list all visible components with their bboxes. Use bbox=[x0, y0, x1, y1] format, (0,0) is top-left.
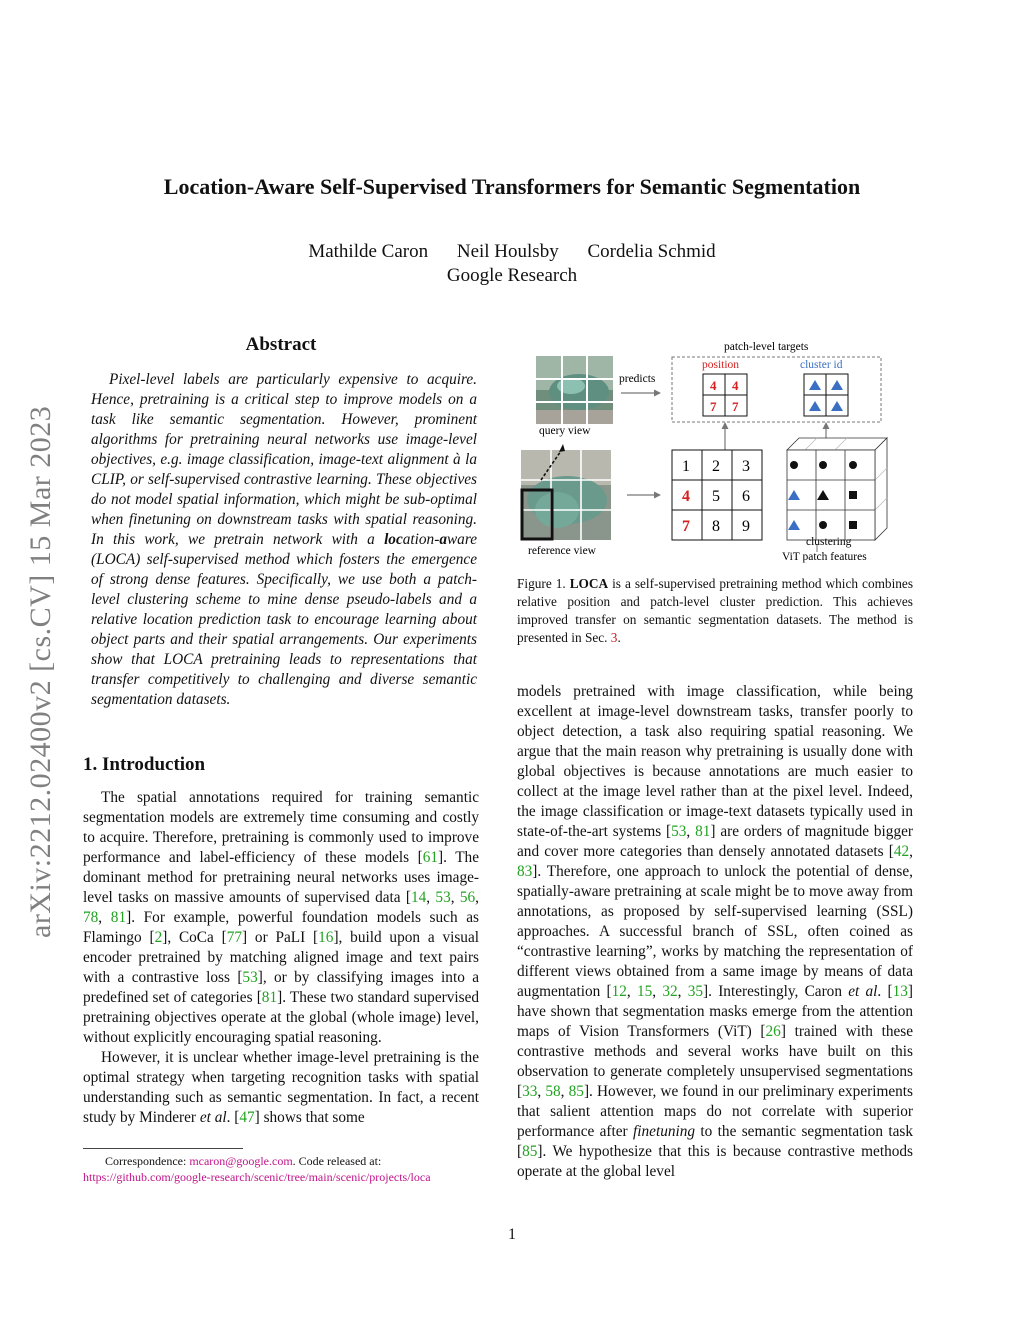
citation-link[interactable]: 16 bbox=[318, 929, 334, 946]
abstract-heading: Abstract bbox=[245, 334, 317, 355]
citation-link[interactable]: 56 bbox=[459, 889, 476, 906]
grid-number: 5 bbox=[712, 488, 720, 505]
query-view-label: query view bbox=[539, 425, 591, 437]
square-icon bbox=[849, 521, 857, 529]
citation-link[interactable]: 53 bbox=[435, 889, 451, 906]
query-view-image bbox=[536, 356, 613, 424]
author-name: Cordelia Schmid bbox=[587, 241, 716, 262]
citation-link[interactable]: 81 bbox=[110, 909, 127, 926]
circle-icon bbox=[819, 461, 827, 469]
figure-1 bbox=[517, 330, 914, 645]
left-column bbox=[83, 330, 479, 1185]
paper-title: Location-Aware Self-Supervised Transformers for Semantic Segmentation bbox=[163, 174, 861, 199]
citation-link[interactable]: 12 bbox=[611, 983, 627, 1000]
citation-link[interactable]: 13 bbox=[892, 983, 908, 1000]
grid-number: 2 bbox=[712, 458, 720, 475]
citation-link[interactable]: 42 bbox=[893, 843, 910, 860]
intro-paragraph-1: The spatial annotations required for training semantic segmentation models are extremely time consuming and costly to acquire. Therefore, pretraining is commonly used to improve performance and label-efficiency of these models [61]. The dominant method for pretraining neural networks uses image-level tasks on massive amounts of supervised data [14, 53, 56, 78, 81]. For example, powerful foundation models such as Flamingo [2], CoCa [77] or PaLI [16], build upon a visual encoder pretrained by matching aligned image and text pairs with a contrastive loss [53], or by classifying images into a predefined set of categories [81]. These two standard supervised pretraining objectives operate at the global (whole image) level, without explicitly encouraging spatial reasoning. bbox=[83, 789, 480, 1046]
citation-link[interactable]: 32 bbox=[662, 983, 678, 1000]
citation-link[interactable]: 78 bbox=[83, 909, 99, 926]
author-list bbox=[0, 241, 1024, 263]
citation-link[interactable]: 77 bbox=[226, 929, 243, 946]
grid-number-highlighted: 4 bbox=[682, 488, 690, 505]
clustering-label: clustering bbox=[806, 536, 852, 548]
right-column bbox=[517, 330, 913, 1182]
grid-number: 3 bbox=[742, 458, 750, 475]
grid-number: 6 bbox=[742, 488, 750, 505]
cluster-id-label: cluster id bbox=[800, 359, 843, 371]
section-reference-link[interactable]: 3 bbox=[610, 630, 618, 645]
grid-number: 9 bbox=[742, 518, 750, 535]
intro-paragraph-2: However, it is unclear whether image-level pretraining is the optimal strategy when targeting recognition tasks with spatial understanding such as semantic segmentation. In fact, a recent study by Minderer et al. [47] shows that some bbox=[83, 1049, 479, 1126]
citation-link[interactable]: 53 bbox=[671, 823, 687, 840]
footnote: Correspondence: mcaron@google.com. Code released at: https://github.com/google-research/scenic/tree/main/scenic/projects/loca bbox=[83, 1154, 431, 1184]
citation-link[interactable]: 81 bbox=[261, 989, 278, 1006]
email-link[interactable]: mcaron@google.com bbox=[189, 1154, 293, 1168]
code-url-link[interactable]: https://github.com/google-research/scenic/tree/main/scenic/projects/loca bbox=[83, 1170, 431, 1184]
cluster-id-grid bbox=[804, 374, 848, 416]
affiliation: Google Research bbox=[446, 265, 578, 286]
position-label: position bbox=[702, 359, 740, 371]
grid-number-highlighted: 7 bbox=[682, 518, 690, 535]
citation-link[interactable]: 53 bbox=[242, 969, 258, 986]
circle-icon bbox=[849, 461, 857, 469]
citation-link[interactable]: 33 bbox=[522, 1083, 538, 1100]
citation-link[interactable]: 61 bbox=[422, 849, 439, 866]
predicts-label: predicts bbox=[619, 373, 656, 385]
figure-caption: Figure 1. LOCA is a self-supervised pretraining method which combines relative position and patch-level cluster prediction. This achieves improved transfer on semantic segmentation datasets. The method is presented in Sec. 3. bbox=[517, 576, 914, 645]
vit-patch-feature-cubes bbox=[787, 438, 887, 540]
citation-link[interactable]: 26 bbox=[765, 1023, 781, 1040]
author-name: Neil Houlsby bbox=[456, 241, 559, 262]
citation-link[interactable]: 85 bbox=[522, 1143, 538, 1160]
circle-icon bbox=[790, 461, 798, 469]
page-number: 1 bbox=[508, 1226, 516, 1243]
citation-link[interactable]: 2 bbox=[154, 929, 163, 946]
patch-level-targets-label: patch-level targets bbox=[724, 341, 809, 353]
section-heading-introduction: 1. Introduction bbox=[83, 754, 206, 775]
citation-link[interactable]: 81 bbox=[695, 823, 711, 840]
footnote-divider bbox=[83, 1148, 243, 1149]
arxiv-identifier: arXiv:2212.02400v2 [cs.CV] 15 Mar 2023 bbox=[24, 405, 57, 938]
loca-diagram bbox=[517, 330, 913, 570]
square-icon bbox=[849, 491, 857, 499]
grid-number: 1 bbox=[682, 458, 690, 475]
citation-link[interactable]: 85 bbox=[568, 1083, 584, 1100]
abstract-text: Pixel-level labels are particularly expensive to acquire. Hence, pretraining is a critical step to improve models on a task like semantic segmentation. However, prominent algorithms for pretraining neural networks use image-level objectives, e.g. image classification, image-text alignment à la CLIP, or self-supervised contrastive learning. These objectives do not model spatial information, which might be sub-optimal when finetuning on downstream tasks with spatial reasoning. In this work, we pretrain network with a location-aware (LOCA) self-supervised method which fosters the emergence of strong dense features. Specifically, we use both a patch-level clustering scheme to mine dense pseudo-labels and a relative location prediction task to encourage learning about object parts and their spatial arrangements. Our experiments show that LOCA pretraining leads to representations that transfer competitively to challenging and diverse semantic segmentation datasets. bbox=[91, 371, 477, 708]
position-target-cell: 7 bbox=[710, 399, 717, 414]
position-target-cell: 4 bbox=[710, 378, 717, 393]
vit-patch-features-label: ViT patch features bbox=[782, 551, 867, 563]
citation-link[interactable]: 15 bbox=[636, 983, 653, 1000]
citation-link[interactable]: 83 bbox=[517, 863, 533, 880]
reference-view-label: reference view bbox=[528, 545, 596, 557]
position-target-cell: 4 bbox=[732, 378, 739, 393]
intro-paragraph-3: models pretrained with image classification, while being excellent at image-level downstream tasks, transfer poorly to object detection, a task also requiring spatial reasoning. We argue that the main reason why pretraining is usually done with global objectives is because annotations are much easier to collect at the image level rather than at the pixel level. Indeed, the image classification or image-text datasets typically used in state-of-the-art systems [53, 81] are orders of magnitude bigger and cover more categories than densely annotated datasets [42, 83]. Therefore, one approach to unlock the potential of dense, spatially-aware pretraining at scale might be to move away from annotations, as proposed by self-supervised learning (SSL) approaches. A successful branch of SSL, often coined as “contrastive learning”, works by matching the representation of different views obtained from a same image by means of data augmentation [12, 15, 32, 35]. Interestingly, Caron et al. [13] have shown that segmentation masks emerge from the attention maps of Vision Transformers (ViT) [26] trained with these contrastive methods and several works have built on this observation to generate completely unsupervised segmentations [33, 58, 85]. However, we found in our preliminary experiments that salient attention maps do not correlate with superior performance after finetuning to the semantic segmentation task [85]. We hypothesize that this is because contrastive methods operate at the global level bbox=[517, 683, 913, 1180]
author-name: Mathilde Caron bbox=[308, 241, 429, 262]
citation-link[interactable]: 35 bbox=[687, 983, 704, 1000]
circle-icon bbox=[819, 521, 827, 529]
grid-number: 8 bbox=[712, 518, 720, 535]
position-target-cell: 7 bbox=[732, 399, 739, 414]
reference-view-image bbox=[521, 444, 611, 540]
citation-link[interactable]: 14 bbox=[410, 889, 427, 906]
citation-link[interactable]: 58 bbox=[545, 1083, 561, 1100]
citation-link[interactable]: 47 bbox=[239, 1109, 255, 1126]
